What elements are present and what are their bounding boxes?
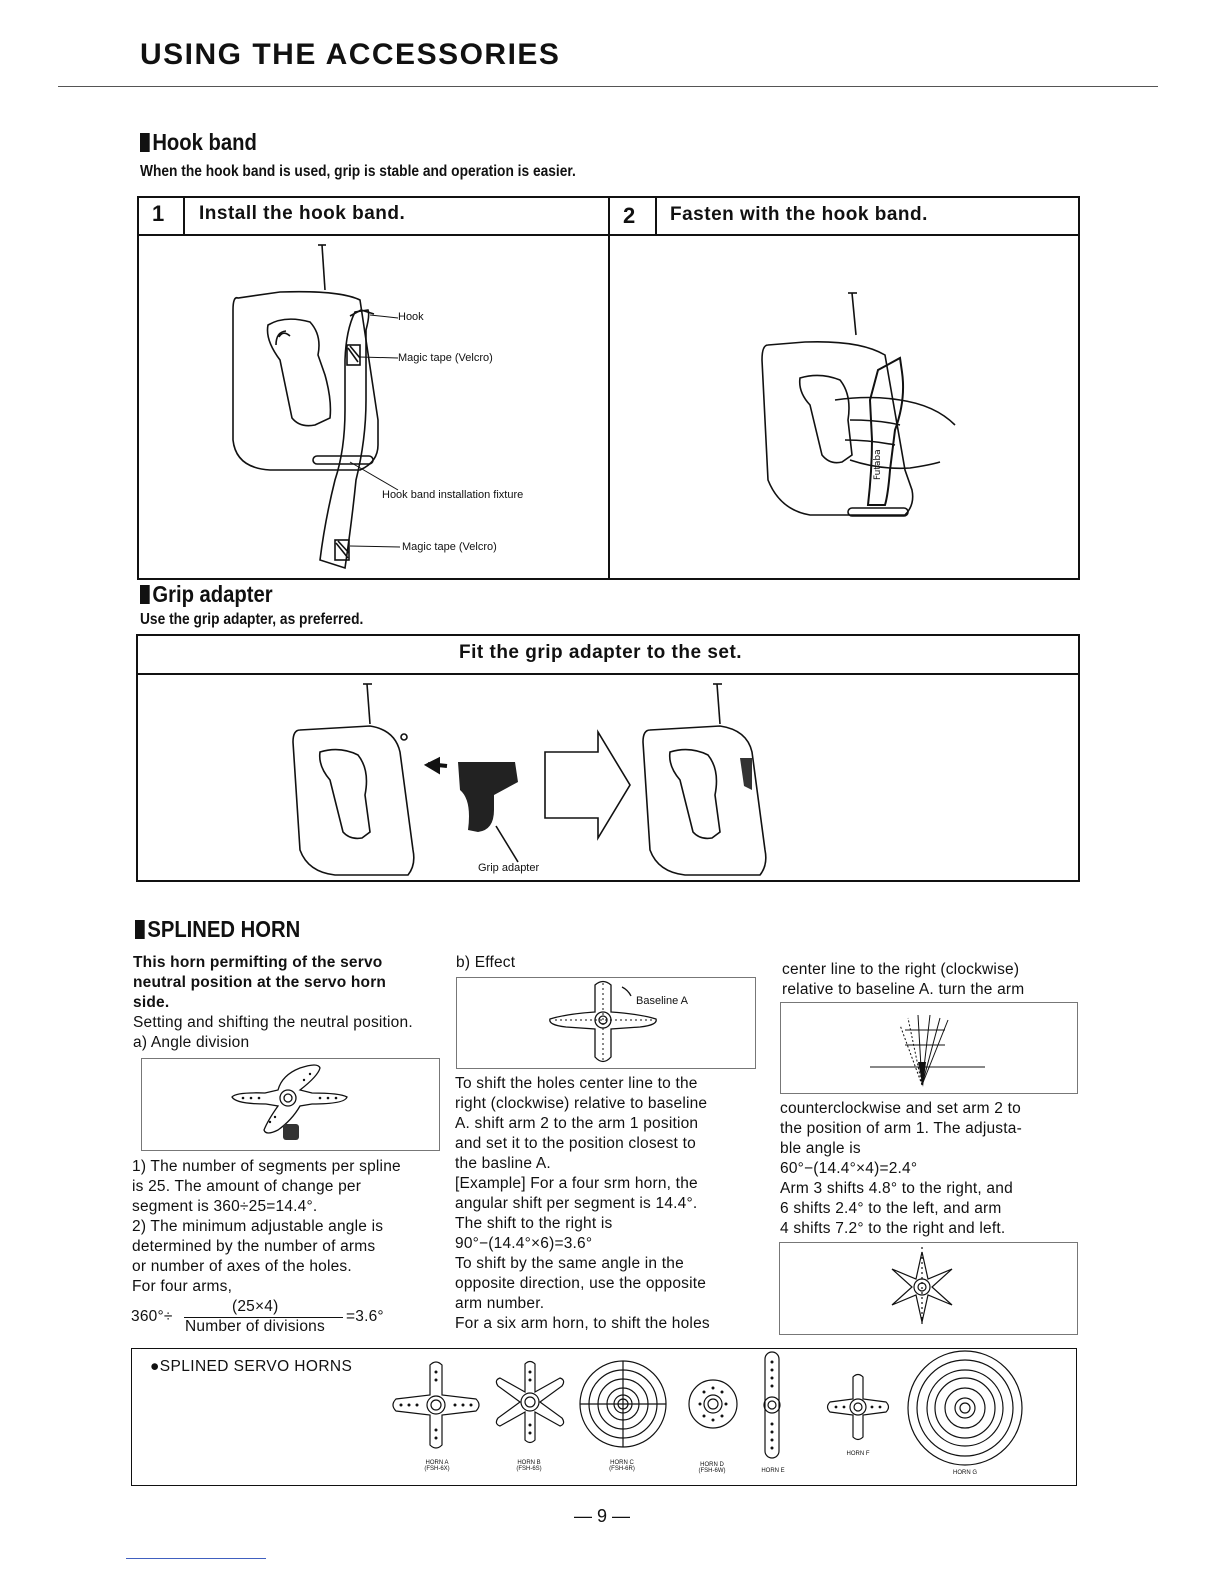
text-line: The shift to the right is	[455, 1215, 613, 1232]
horn-name: HORN B	[517, 1460, 541, 1466]
effect-heading: b) Effect	[456, 954, 516, 971]
text-line: Arm 3 shifts 4.8° to the right, and	[780, 1180, 1013, 1197]
horn-caption	[605, 1460, 639, 1472]
text-line: [Example] For a four srm horn, the	[455, 1175, 698, 1192]
text-line: For a six arm horn, to shift the holes	[455, 1315, 710, 1332]
horn-name: HORN G	[953, 1470, 977, 1476]
callout-magic-tape: Magic tape (Velcro)	[398, 352, 493, 364]
intro-bold-line: This horn permifting of the servo	[133, 954, 383, 971]
baseline-a-label: Baseline A	[636, 995, 688, 1007]
horn-name: HORN A	[425, 1460, 449, 1466]
text-line: 1) The number of segments per spline	[132, 1158, 401, 1175]
horn-g-icon	[908, 1351, 1022, 1465]
callout-hook: Hook	[398, 311, 424, 323]
text-line: To shift the holes center line to the	[455, 1075, 698, 1092]
callout-installation-fixture: Hook band installation fixture	[382, 489, 524, 501]
callout-grip-adapter: Grip adapter	[478, 862, 540, 874]
text-line: and set it to the position closest to	[455, 1135, 696, 1152]
horn-caption	[512, 1460, 546, 1472]
hook-band-subheading: When the hook band is used, grip is stable and operation is easier.	[140, 163, 576, 180]
step-label: Install the hook band.	[199, 203, 406, 224]
text-line: opposite direction, use the opposite	[455, 1275, 707, 1292]
text-line: 4 shifts 7.2° to the right and left.	[780, 1220, 1006, 1237]
text-line: 90°−(14.4°×6)=3.6°	[455, 1235, 593, 1252]
formula-numerator: (25×4)	[232, 1298, 279, 1315]
intro-bold-line: neutral position at the servo horn	[133, 974, 387, 991]
hook-band-heading: Hook band	[140, 129, 257, 156]
horn-caption	[841, 1451, 875, 1457]
horn-code: (FSH-6W)	[698, 1468, 726, 1474]
servo-horns-label: ●SPLINED SERVO HORNS	[150, 1358, 353, 1375]
text-line: Setting and shifting the neutral position.	[133, 1014, 413, 1031]
text-line: ble angle is	[780, 1140, 861, 1157]
formula-prefix: 360°÷	[131, 1308, 173, 1325]
text-line: or number of axes of the holes.	[132, 1258, 352, 1275]
horn-c-icon	[580, 1361, 666, 1447]
text-line: relative to baseline A. turn the arm	[782, 981, 1025, 998]
text-line: 60°−(14.4°×4)=2.4°	[780, 1160, 918, 1177]
text-line: is 25. The amount of change per	[132, 1178, 362, 1195]
text-line: To shift by the same angle in the	[455, 1255, 684, 1272]
step-label: Fasten with the hook band.	[670, 204, 928, 225]
intro-bold-line: side.	[133, 994, 170, 1011]
text-line: A. shift arm 2 to the arm 1 position	[455, 1115, 699, 1132]
formula-denominator: Number of divisions	[185, 1318, 325, 1335]
callout-magic-tape-lower: Magic tape (Velcro)	[402, 541, 497, 553]
grip-adapter-step-label: Fit the grip adapter to the set.	[459, 642, 743, 663]
grip-adapter-subheading: Use the grip adapter, as preferred.	[140, 611, 364, 628]
grip-adapter-heading: Grip adapter	[140, 581, 273, 608]
horn-caption	[948, 1470, 982, 1476]
text-line: segment is 360÷25=14.4°.	[132, 1198, 318, 1215]
horn-name: HORN C	[610, 1460, 634, 1466]
text-line: the basline A.	[455, 1155, 551, 1172]
step-number: 1	[152, 201, 165, 226]
horn-caption	[756, 1468, 790, 1474]
horn-b-icon	[496, 1362, 563, 1443]
horn-name: HORN F	[846, 1451, 870, 1457]
page-number: — 9 —	[574, 1506, 631, 1526]
text-line: For four arms,	[132, 1278, 233, 1295]
horn-code: (FSH-6R)	[609, 1466, 635, 1472]
horn-code: (FSH-6X)	[424, 1466, 450, 1472]
horn-caption	[420, 1460, 454, 1472]
step-number: 2	[623, 203, 636, 228]
horn-a-icon	[393, 1362, 479, 1448]
horn-caption	[695, 1462, 729, 1474]
page-title: USING THE ACCESSORIES	[140, 38, 561, 71]
text-line: right (clockwise) relative to baseline	[455, 1095, 708, 1112]
horn-e-icon	[764, 1352, 780, 1458]
text-line: determined by the number of arms	[132, 1238, 376, 1255]
futaba-logo: Futaba	[873, 449, 883, 480]
text-line: the position of arm 1. The adjusta-	[780, 1120, 1022, 1137]
horn-name: HORN E	[761, 1468, 785, 1474]
splined-horn-heading: SPLINED HORN	[135, 916, 300, 943]
horn-code: (FSH-6S)	[516, 1466, 542, 1472]
formula-result: =3.6°	[346, 1308, 384, 1325]
text-line: counterclockwise and set arm 2 to	[780, 1100, 1021, 1117]
text-line: 2) The minimum adjustable angle is	[132, 1218, 384, 1235]
text-line: arm number.	[455, 1295, 545, 1312]
text-line: angular shift per segment is 14.4°.	[455, 1195, 698, 1212]
horn-name: HORN D	[700, 1462, 724, 1468]
text-line: a) Angle division	[133, 1034, 250, 1051]
footnote-rule	[126, 1558, 266, 1559]
text-line: center line to the right (clockwise)	[782, 961, 1020, 978]
text-line: 6 shifts 2.4° to the left, and arm	[780, 1200, 1002, 1217]
